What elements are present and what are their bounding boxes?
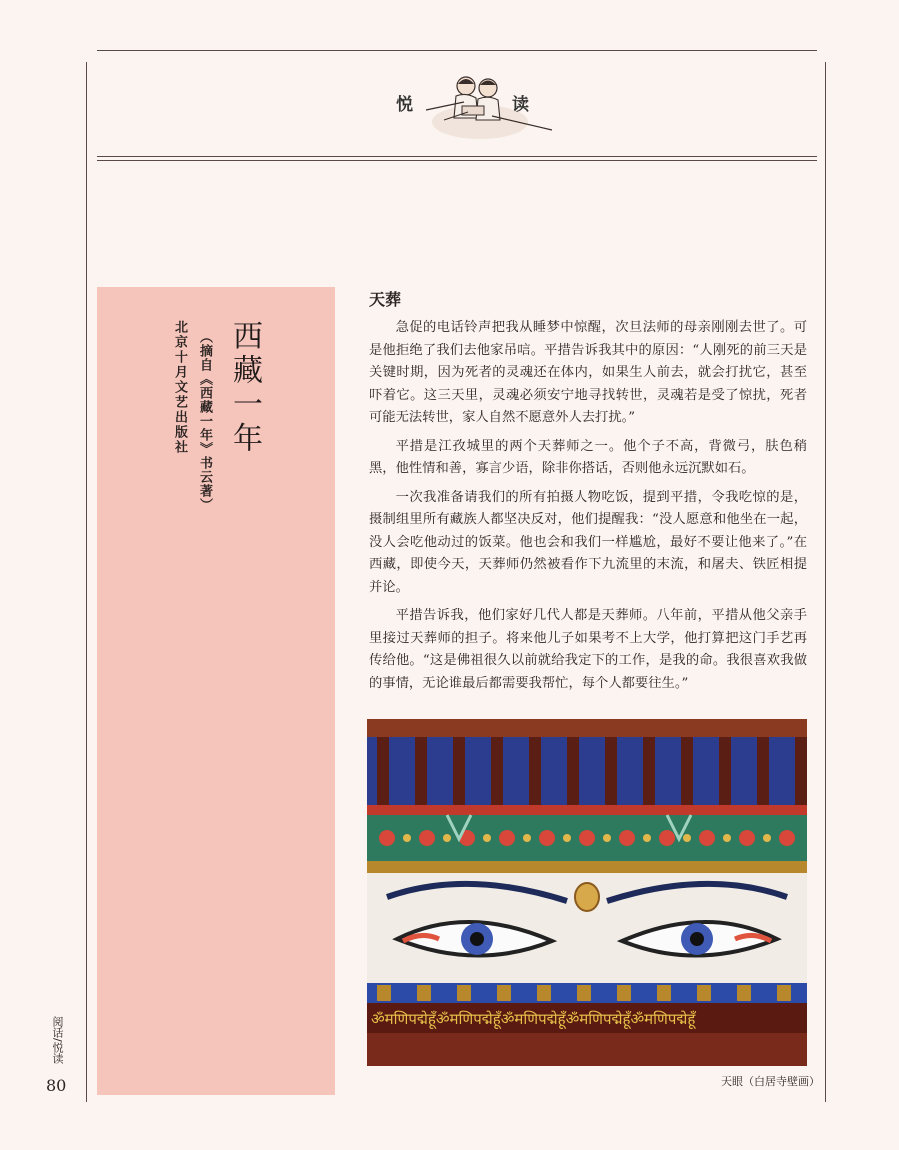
body-paragraph: 急促的电话铃声把我从睡梦中惊醒，次旦法师的母亲刚刚去世了。可是他拒绝了我们去他家吊唁。平措告诉我其中的原因：“人刚死的前三天是关键时期，因为死者的灵魂还在体内，如果生人前去，就会打扰它，甚至吓着它。这三天里，灵魂必须安宁地寻找转世，灵魂若是受了惊扰，死者可能无法转世，家人自然不愿意外人去打扰。” — [369, 320, 807, 425]
body-paragraph: 一次我准备请我们的所有拍摄人物吃饭，提到平措，令我吃惊的是，摄制组里所有藏族人都坚决反对，他们提醒我：“没人愿意和他坐在一起，没人会吃他动过的饭菜。他也会和我们一样尴尬，最好不要让他来了。”在西藏，即使今天，天葬师仍然被看作下九流里的末流，和屠夫、铁匠相提并论。 — [369, 489, 807, 595]
top-rule — [97, 50, 817, 51]
section-header — [380, 72, 570, 142]
photo-caption: 天眼（白居寺壁画） — [721, 1075, 820, 1088]
title-panel — [97, 287, 335, 1095]
footer-label: 阅话/悦读 — [51, 1016, 64, 1064]
page-number: 80 — [46, 1076, 67, 1095]
article-subheading: 天葬 — [369, 290, 402, 309]
publisher-name: 北京十月文艺出版社 — [172, 320, 187, 455]
section-title-left: 悦 — [396, 95, 413, 115]
right-margin-rule — [825, 62, 826, 1102]
header-rule-upper — [97, 156, 817, 157]
left-margin-rule — [86, 62, 87, 1102]
body-paragraph: 平措告诉我，他们家好几代人都是天葬师。八年前，平措从他父亲手里接过天葬师的担子。将来他儿子如果考不上大学，他打算把这门手艺再传给他。“这是佛祖很久以前就给我定下的工作，是我的命。我很喜欢我做的事情，无论谁最后都需要我帮忙，每个人都要往生。” — [369, 608, 807, 691]
article-body — [369, 317, 807, 701]
section-title-right: 读 — [512, 95, 529, 115]
mural-script: ॐमणिपद्मेहूँॐमणिपद्मेहूँॐमणिपद्मेहूँॐमणिपद्मेहूँॐमणिपद्मेहूँ — [371, 1010, 696, 1028]
source-note: （摘自《西藏一年》书云著） — [197, 330, 212, 512]
reading-children-illustration — [418, 72, 558, 142]
header-rule-lower — [97, 160, 817, 161]
article-title: 西藏一年 — [227, 320, 262, 456]
body-paragraph: 平措是江孜城里的两个天葬师之一。他个子不高，背微弓，肤色稍黑，他性情和善，寡言少语，除非你搭话，否则他永远沉默如石。 — [369, 438, 807, 476]
mural-photo — [367, 719, 807, 1066]
